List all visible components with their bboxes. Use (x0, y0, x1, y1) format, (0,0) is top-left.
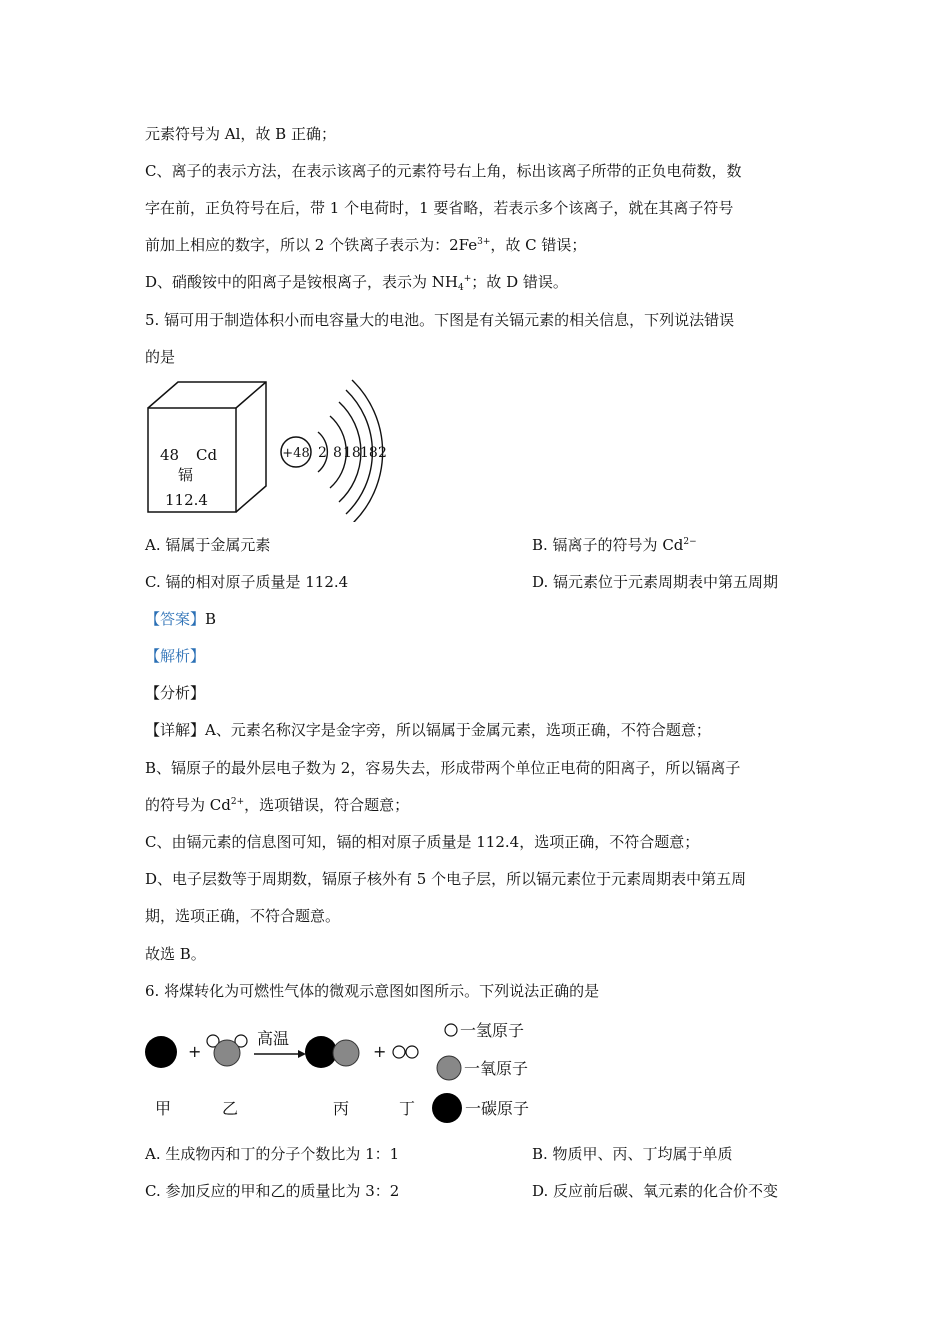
detail-c: C、由镉元素的信息图可知，镉的相对原子质量是 112.4，选项正确，不符合题意； (145, 833, 700, 851)
option-d: D. 反应前后碳、氧元素的化合价不变 (532, 1182, 779, 1200)
text-line: 字在前，正负符号在后，带 1 个电荷时，1 要省略，若表示多个该离子，就在其离子符号 (145, 199, 734, 217)
text: ，故 C 错误； (490, 236, 587, 254)
text: 的符号为 Cd (145, 796, 231, 814)
analysis-tag: 【解析】 (145, 647, 206, 665)
option-c: C. 镉的相对原子质量是 112.4 (145, 573, 349, 591)
superscript: 2+ (230, 797, 245, 807)
oxygen-atom (214, 1040, 240, 1066)
plus-sign: + (373, 1042, 387, 1061)
question-5-stem: 5. 镉可用于制造体积小而电容量大的电池。下图是有关镉元素的相关信息，下列说法错误 (145, 311, 735, 329)
legend-hydrogen-label: 一氢原子 (460, 1021, 525, 1040)
legend-hydrogen-icon (445, 1024, 457, 1036)
text-line (145, 235, 586, 255)
shell-electrons: 2 (378, 445, 387, 461)
cadmium-figure (140, 372, 410, 522)
option-a: A. 镉属于金属元素 (145, 536, 271, 554)
superscript: 2− (683, 537, 697, 547)
plus-sign: + (188, 1042, 202, 1061)
shell-electrons: 18 (360, 445, 378, 461)
detail-b: B、镉原子的最外层电子数为 2，容易失去，形成带两个单位正电荷的阳离子，所以镉离子 (145, 759, 741, 777)
answer-line (145, 609, 216, 629)
reaction-diagram (140, 1012, 560, 1136)
text-line (145, 272, 568, 292)
substance-label: 丁 (399, 1099, 416, 1118)
shell-electrons: 18 (343, 445, 361, 461)
text: 前加上相应的数字，所以 2 个铁离子表示为：2Fe (145, 236, 478, 254)
text: D、硝酸铵中的阳离子是铵根离子，表示为 NH (145, 273, 459, 291)
superscript: 3+ (477, 237, 491, 247)
nucleus-charge: +48 (282, 446, 310, 461)
text: ，选项错误，符合题意； (244, 796, 410, 814)
atomic-number: 48 (160, 446, 180, 464)
conclusion: 故选 B。 (145, 945, 206, 963)
atomic-mass: 112.4 (165, 491, 208, 509)
text-line: 元素符号为 Al，故 B 正确； (145, 125, 336, 143)
reaction-condition: 高温 (257, 1029, 290, 1048)
subscript: 4 (458, 283, 464, 293)
option-c: C. 参加反应的甲和乙的质量比为 3：2 (145, 1182, 400, 1200)
substance-label: 乙 (222, 1099, 239, 1118)
superscript: + (463, 274, 472, 284)
answer-tag: 【答案】 (145, 610, 206, 628)
hydrogen-atom (406, 1046, 418, 1058)
option-b (532, 535, 697, 555)
element-symbol: Cd (196, 446, 218, 464)
text: B. 镉离子的符号为 Cd (532, 536, 684, 554)
answer-value: B (205, 610, 217, 628)
detail-a (145, 720, 711, 740)
carbon-atom (145, 1036, 177, 1068)
element-name: 镉 (178, 466, 194, 484)
detail-b-cont (145, 795, 409, 815)
substance-label: 甲 (155, 1099, 172, 1118)
question-5-stem-cont: 的是 (145, 348, 176, 366)
carbon-atom (305, 1036, 337, 1068)
legend-carbon-label: 一碳原子 (465, 1099, 530, 1118)
text: ；故 D 错误。 (471, 273, 568, 291)
shell-electrons: 8 (333, 445, 342, 461)
option-b: B. 物质甲、丙、丁均属于单质 (532, 1145, 733, 1163)
detail-d: D、电子层数等于周期数，镉原子核外有 5 个电子层，所以镉元素位于元素周期表中第五周 (145, 870, 747, 888)
hydrogen-atom (393, 1046, 405, 1058)
arrow-head (298, 1050, 306, 1058)
fenxi-tag: 【分析】 (145, 684, 206, 702)
shell-electrons: 2 (318, 445, 327, 461)
text-line: C、离子的表示方法，在表示该离子的元素符号右上角，标出该离子所带的正负电荷数，数 (145, 162, 742, 180)
question-6-stem: 6. 将煤转化为可燃性气体的微观示意图如图所示。下列说法正确的是 (145, 982, 600, 1000)
option-d: D. 镉元素位于元素周期表中第五周期 (532, 573, 779, 591)
legend-carbon-icon (432, 1093, 462, 1123)
text: A、元素名称汉字是金字旁，所以镉属于金属元素，选项正确，不符合题意； (205, 721, 711, 739)
option-a: A. 生成物丙和丁的分子个数比为 1：1 (145, 1145, 400, 1163)
legend-oxygen-icon (437, 1056, 461, 1080)
oxygen-atom (333, 1040, 359, 1066)
detail-tag: 【详解】 (145, 721, 206, 739)
atom-structure (281, 380, 387, 522)
detail-d-cont: 期，选项正确，不符合题意。 (145, 907, 341, 925)
substance-label: 丙 (333, 1099, 350, 1118)
legend-oxygen-label: 一氧原子 (464, 1059, 529, 1078)
